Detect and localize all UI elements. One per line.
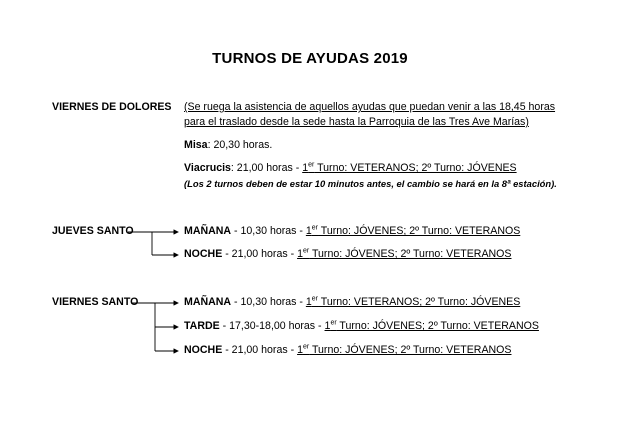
page-title: TURNOS DE AYUDAS 2019 <box>212 50 408 67</box>
viernes-tarde-row: TARDE - 17,30-18,00 horas - 1er Turno: JÓVENES; 2º Turno: VETERANOS <box>184 319 539 332</box>
viacrucis-turns: 1er Turno: VETERANOS; 2º Turno: JÓVENES <box>302 161 517 174</box>
jueves-noche-row: NOCHE - 21,00 horas - 1er Turno: JÓVENES; 2º Turno: VETERANOS <box>184 247 512 260</box>
viacrucis-label: Viacrucis <box>184 162 231 174</box>
attendance-note-line2: para el traslado desde la sede hasta la Parroquia de las Tres Ave Marías) <box>184 116 529 128</box>
viacrucis-line <box>184 162 517 175</box>
misa-line <box>184 139 272 152</box>
viernes-noche-row: NOCHE - 21,00 horas - 1er Turno: JÓVENES; 2º Turno: VETERANOS <box>184 343 512 356</box>
day-label-viernes-dolores: VIERNES DE DOLORES <box>52 101 172 113</box>
jueves-manana-row: MAÑANA - 10,30 horas - 1er Turno: JÓVENES; 2º Turno: VETERANOS <box>184 224 521 237</box>
viernes-manana-row: MAÑANA - 10,30 horas - 1er Turno: VETERANOS; 2º Turno: JÓVENES <box>184 295 521 308</box>
misa-time: : 20,30 horas. <box>207 139 273 151</box>
day-label-viernes-santo: VIERNES SANTO <box>52 296 139 308</box>
viacrucis-time: : 21,00 horas - <box>230 162 303 174</box>
day-label-jueves-santo: JUEVES SANTO <box>52 225 134 237</box>
attendance-note-line1: (Se ruega la asistencia de aquellos ayudas que puedan venir a las 18,45 horas <box>184 101 556 113</box>
timing-warning: (Los 2 turnos deben de estar 10 minutos antes, el cambio se hará en la 8ª estación). <box>184 178 557 189</box>
misa-label: Misa <box>184 139 208 151</box>
